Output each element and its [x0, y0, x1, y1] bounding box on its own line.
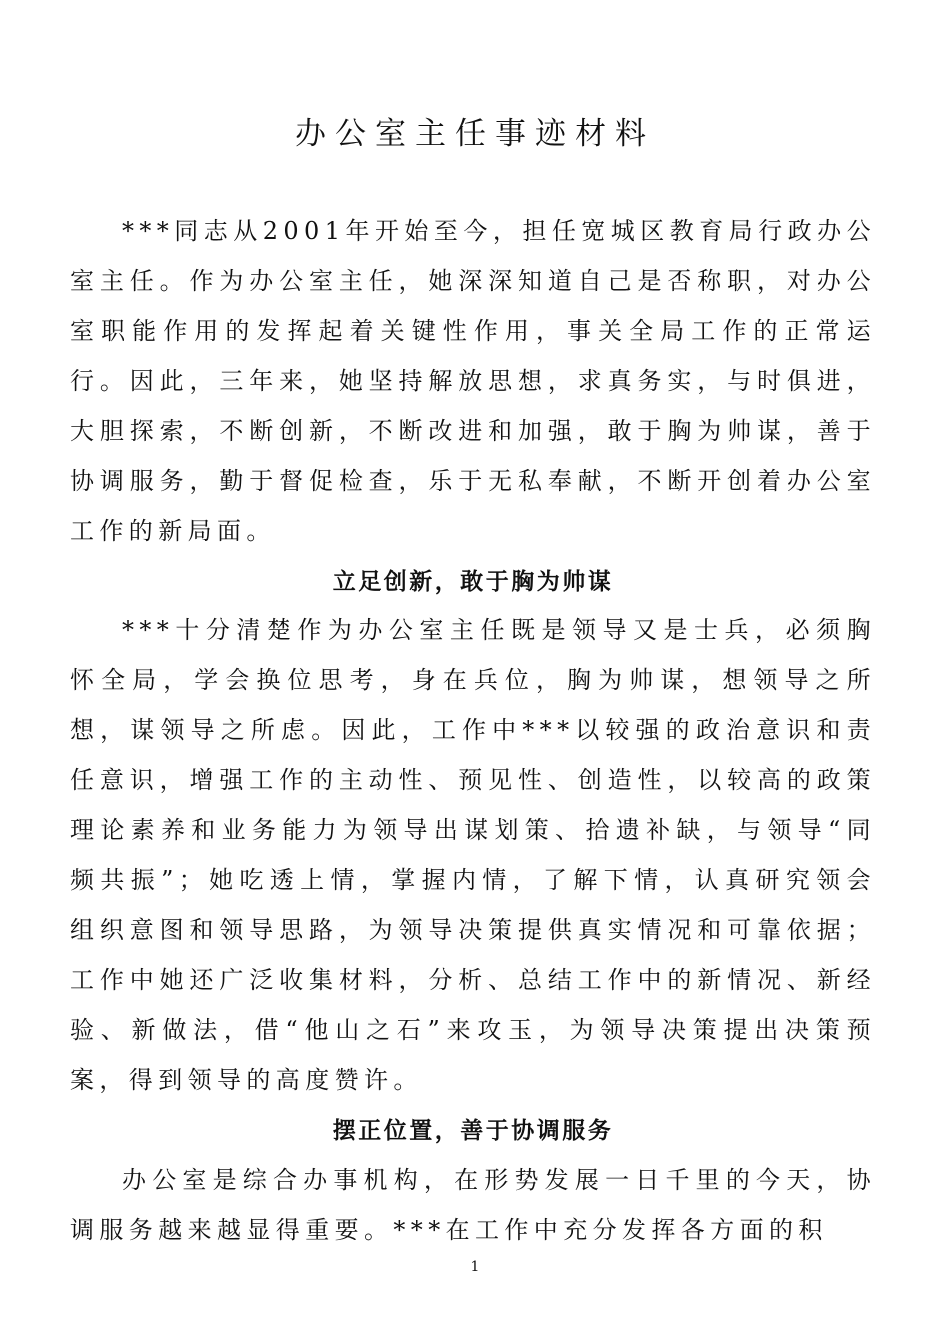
paragraph-innovation: ***十分清楚作为办公室主任既是领导又是士兵，必须胸怀全局，学会换位思考，身在兵位，胸为帅谋，想领导之所想，谋领导之所虑。因此，工作中***以较强的政治意识和责任意识，增强工作的主动性、预见性、创造性，以较高的政策理论素养和业务能力为领导出谋划策、拾遗补缺，与领导“同频共振”；她吃透上情，掌握内情，了解下情，认真研究领会组织意图和领导思路，为领导决策提供真实情况和可靠依据；工作中她还广泛收集材料，分析、总结工作中的新情况、新经验、新做法，借“他山之石”来攻玉，为领导决策提出决策预案，得到领导的高度赞许。 [70, 616, 876, 1094]
document-title: 办公室主任事迹材料 [295, 116, 655, 152]
section-heading-coordination: 摆正位置，善于协调服务 [332, 1118, 614, 1144]
page-number: 1 [470, 1259, 480, 1275]
paragraph-coordination: 办公室是综合办事机构，在形势发展一日千里的今天，协调服务越来越显得重要。***在工作中充分发挥各方面的积 [70, 1166, 876, 1244]
paragraph-intro: ***同志从2001年开始至今，担任宽城区教育局行政办公室主任。作为办公室主任，她深深知道自己是否称职，对办公室职能作用的发挥起着关键性作用，事关全局工作的正常运行。因此，三年来，她坚持解放思想，求真务实，与时俱进，大胆探索，不断创新，不断改进和加强，敢于胸为帅谋，善于协调服务，勤于督促检查，乐于无私奉献，不断开创着办公室工作的新局面。 [70, 217, 876, 545]
section-heading-innovation: 立足创新，敢于胸为帅谋 [332, 569, 614, 595]
